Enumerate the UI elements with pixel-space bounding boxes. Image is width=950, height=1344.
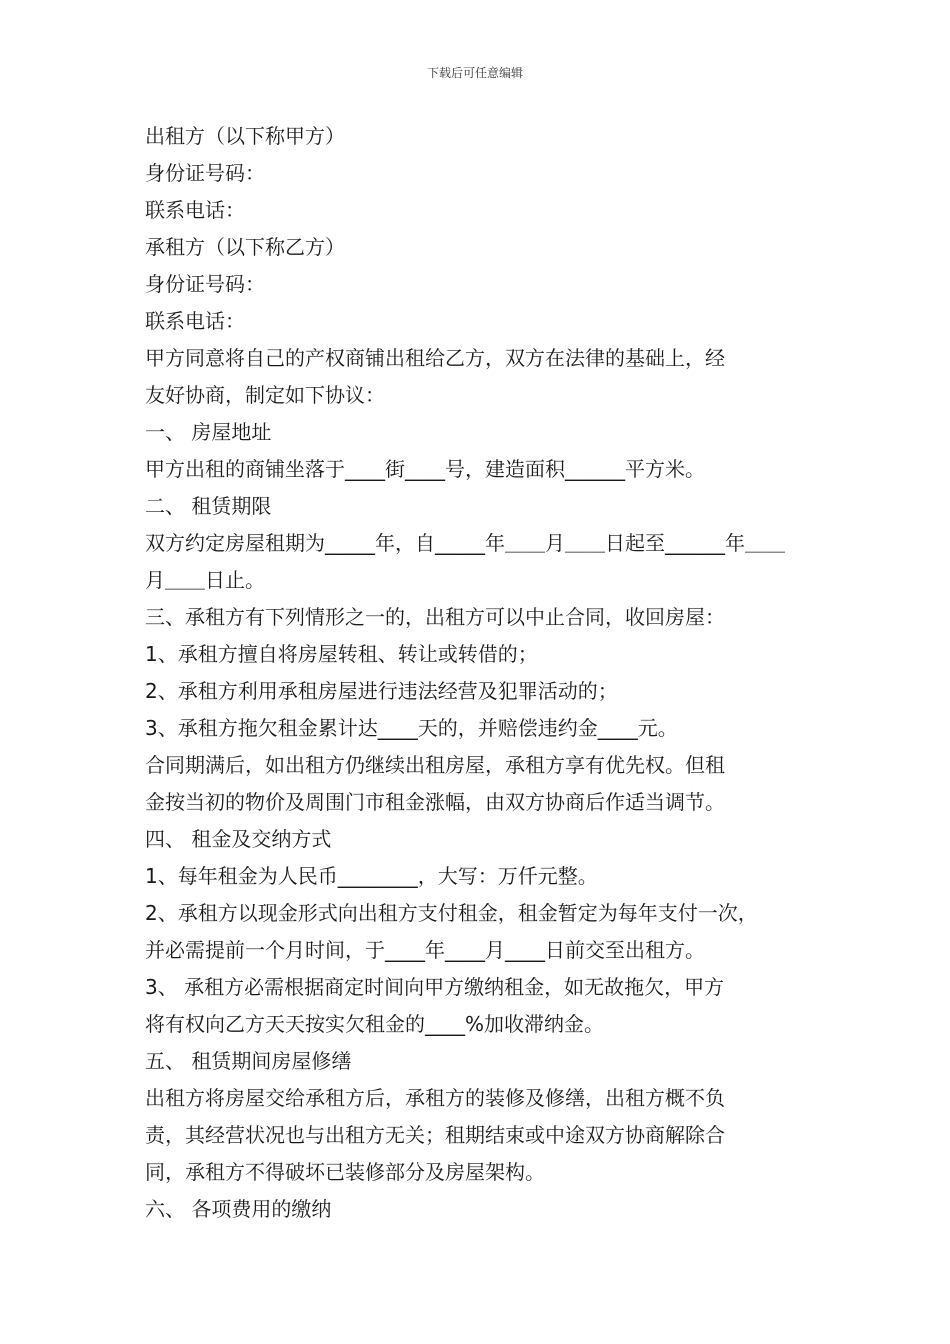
text-line: 将有权向乙方天天按实欠租金的____%加收滞纳金。 xyxy=(145,1012,605,1036)
text-line: 同，承租方不得破坏已装修部分及房屋架构。 xyxy=(145,1160,545,1184)
text-line: 责，其经营状况也与出租方无关；租期结束或中途双方协商解除合 xyxy=(145,1123,725,1147)
text-line: 2、承租方利用承租房屋进行违法经营及犯罪活动的； xyxy=(145,679,618,703)
document-body xyxy=(145,118,817,1228)
text-line: 2、承租方以现金形式向出租方支付租金，租金暂定为每年支付一次， xyxy=(145,901,758,925)
section-heading: 三、承租方有下列情形之一的，出租方可以中止合同，收回房屋： xyxy=(145,605,725,629)
text-line: 3、承租方拖欠租金累计达____天的，并赔偿违约金____元。 xyxy=(145,716,678,740)
text-line: 身份证号码： xyxy=(145,272,265,296)
text-line: 甲方同意将自己的产权商铺出租给乙方，双方在法律的基础上，经 xyxy=(145,346,725,370)
text-line: 合同期满后，如出租方仍继续出租房屋，承租方享有优先权。但租 xyxy=(145,753,725,777)
text-line: 出租方将房屋交给承租方后，承租方的装修及修缮，出租方概不负 xyxy=(145,1086,725,1110)
text-line: 友好协商，制定如下协议： xyxy=(145,383,385,407)
text-line: 金按当初的物价及周围门市租金涨幅，由双方协商后作适当调节。 xyxy=(145,790,725,814)
text-line: 1、承租方擅自将房屋转租、转让或转借的； xyxy=(145,642,538,666)
text-line: 并必需提前一个月时间，于____年____月____日前交至出租方。 xyxy=(145,938,705,962)
section-heading: 五、 租赁期间房屋修缮 xyxy=(145,1049,352,1073)
section-heading: 六、 各项费用的缴纳 xyxy=(145,1197,332,1221)
text-line: 承租方（以下称乙方） xyxy=(145,235,345,259)
text-line: 出租方（以下称甲方） xyxy=(145,124,345,148)
section-heading: 二、 租赁期限 xyxy=(145,494,272,518)
section-heading: 一、 房屋地址 xyxy=(145,420,272,444)
text-line: 联系电话： xyxy=(145,309,245,333)
text-line: 甲方出租的商铺坐落于____街____号，建造面积______平方米。 xyxy=(145,457,705,481)
text-line: 联系电话： xyxy=(145,198,245,222)
text-line: 1、每年租金为人民币________，大写：万仟元整。 xyxy=(145,864,598,888)
page-header: 下载后可任意编辑 xyxy=(426,66,523,80)
text-line: 月＿＿日止。 xyxy=(145,568,265,592)
section-heading: 四、 租金及交纳方式 xyxy=(145,827,332,851)
text-line: 双方约定房屋租期为_____年，自_____年＿＿月＿＿日起至______年＿＿ xyxy=(145,531,785,555)
text-line: 3、 承租方必需根据商定时间向甲方缴纳租金，如无故拖欠，甲方 xyxy=(145,975,725,999)
text-line: 身份证号码： xyxy=(145,161,265,185)
